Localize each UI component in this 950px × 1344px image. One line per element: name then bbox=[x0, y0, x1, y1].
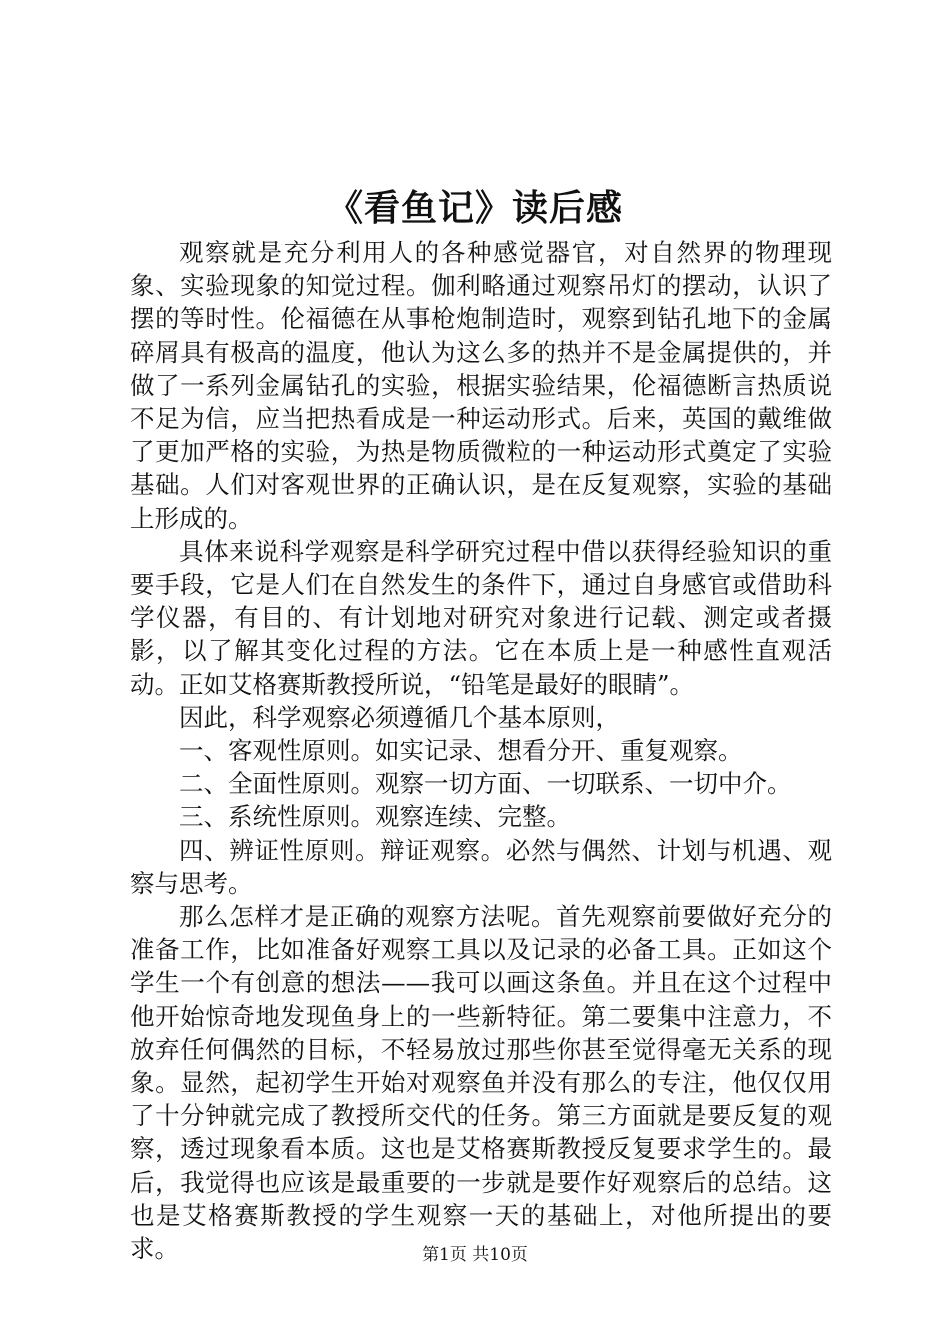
page-footer: 第1页 共10页 bbox=[422, 1245, 528, 1265]
paragraph: 因此，科学观察必须遵循几个基本原则， bbox=[179, 702, 620, 732]
principle-item: 一、客观性原则。如实记录、想看分开、重复观察。 bbox=[179, 736, 743, 766]
body-text bbox=[130, 236, 832, 1265]
principle-item: 三、系统性原则。观察连续、完整。 bbox=[179, 802, 571, 832]
paragraph: 观察就是充分利用人的各种感觉器官，对自然界的物理现象、实验现象的知觉过程。伽利略通过观察吊灯的摆动，认识了摆的等时性。伦福德在从事枪炮制造时，观察到钻孔地下的金属碎屑具有极高的温度，他认为这么多的热并不是金属提供的，并做了一系列金属钻孔的实验，根据实验结果，伦福德断言热质说不足为信，应当把热看成是一种运动形式。后来，英国的戴维做了更加严格的实验，为热是物质微粒的一种运动形式奠定了实验基础。人们对客观世界的正确认识，是在反复观察，实验的基础上形成的。 bbox=[130, 238, 832, 533]
principle-item: 四、辨证性原则。辩证观察。必然与偶然、计划与机遇、观察与思考。 bbox=[130, 835, 832, 898]
paragraph: 那么怎样才是正确的观察方法呢。首先观察前要做好充分的准备工作，比如准备好观察工具以及记录的必备工具。正如这个学生一个有创意的想法——我可以画这条鱼。并且在这个过程中他开始惊奇地发现鱼身上的一些新特征。第二要集中注意力，不放弃任何偶然的目标，不轻易放过那些你甚至觉得毫无关系的现象。显然，起初学生开始对观察鱼并没有那么的专注，他仅仅用了十分钟就完成了教授所交代的任务。第三方面就是要反复的观察，透过现象看本质。这也是艾格赛斯教授反复要求学生的。最后，我觉得也应该是最重要的一步就是要作好观察后的总结。这也是艾格赛斯教授的学生观察一天的基础上，对他所提出的要求。 bbox=[130, 902, 832, 1264]
paragraph: 具体来说科学观察是科学研究过程中借以获得经验知识的重要手段，它是人们在自然发生的条件下，通过自身感官或借助科学仪器，有目的、有计划地对研究对象进行记载、测定或者摄影，以了解其变化过程的方法。它在本质上是一种感性直观活动。正如艾格赛斯教授所说，“铅笔是最好的眼睛”。 bbox=[130, 536, 832, 699]
principle-item: 二、全面性原则。观察一切方面、一切联系、一切中介。 bbox=[179, 769, 792, 799]
page-title: 《看鱼记》读后感 bbox=[326, 187, 623, 229]
